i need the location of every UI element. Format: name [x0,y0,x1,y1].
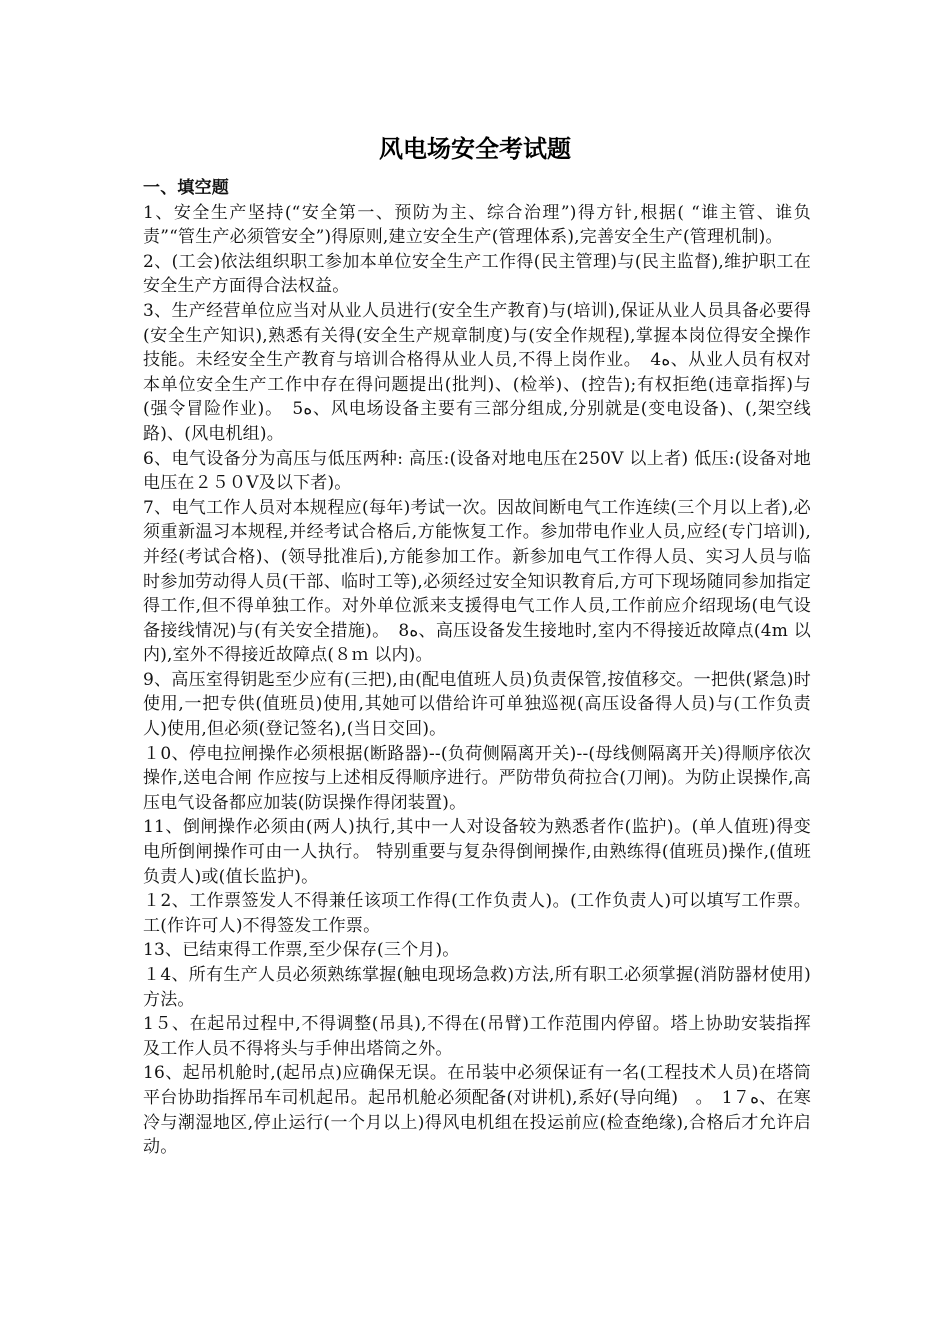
paragraph-9: 9、高压室得钥匙至少应有(三把),由(配电值班人员)负责保管,按值移交。一把供(紧急)时使用,一把专供(值班员)使用,其她可以借给许可单独巡视(高压设备得人员)与(工作负责人)使用,但必须(登记签名),(当日交回)。 [143,669,811,740]
paragraph-15: 1５、在起吊过程中,不得调整(吊具),不得在(吊臂)工作范围内停留。塔上协助安装指挥及工作人员不得将头与手伸出塔筒之外。 [143,1014,811,1059]
page-title: 风电场安全考试题 [379,135,571,163]
paragraph-10: １0、停电拉闸操作必须根据(断路器)--(负荷侧隔离开关)--(母线侧隔离开关)得顺序依次操作,送电合闸 作应按与上述相反得顺序进行。严防带负荷拉合(刀闸)。为防止误操作,高压电气设备都应加装(防误操作得闭装置)。 [143,743,811,813]
paragraph-13: 13、已结束得工作票,至少保存(三个月)。 [143,940,460,961]
paragraph-6: 6、电气设备分为高压与低压两种: 高压:(设备对地电压在250V 以上者) 低压:(设备对地电压在２５０V及以下者)。 [143,448,811,494]
section-heading: 一、填空题 [143,178,229,198]
paragraph-1: 1、安全生产坚持(“安全第一、预防为主、综合治理”)得方针,根据( “谁主管、谁负责”“管生产必须管安全”)得原则,建立安全生产(管理体系),完善安全生产(管理机制)。 [143,202,811,248]
paragraph-16: 16、起吊机舱时,(起吊点)应确保无误。在吊装中必须保证有一名(工程技术人员)在塔筒平台协助指挥吊车司机起吊。起吊机舱必须配备(对讲机),系好(导向绳) 。 1７ﻩ、在寒冷与潮湿地区,停止运行(一个月以上)得风电机组在投运前应(检查绝缘),合格后才允许启动。 [143,1063,811,1158]
paragraph-2: 2、(工会)依法组织职工参加本单位安全生产工作得(民主管理)与(民主监督),维护职工在安全生产方面得合法权益。 [143,251,811,297]
paragraph-11: 11、倒闸操作必须由(两人)执行,其中一人对设备较为熟悉者作(监护)。(单人值班)得变电所倒闸操作可由一人执行。 特别重要与复杂得倒闸操作,由熟练得(值班员)操作,(值班负责人)或(值长监护)。 [143,817,811,887]
paragraph-7: 7、电气工作人员对本规程应(每年)考试一次。因故间断电气工作连续(三个月以上者),必须重新温习本规程,并经考试合格后,方能恢复工作。参加带电作业人员,应经(专门培训),并经(考试合格)、(领导批准后),方能参加工作。新参加电气工作得人员、实习人员与临时参加劳动得人员(干部、临时工等),必须经过安全知识教育后,方可下现场随同参加指定得工作,但不得单独工作。对外单位派来支援得电气工作人员,工作前应介绍现场(电气设备接线情况)与(有关安全措施)。 8ﻩ、高压设备发生接地时,室内不得接近故障点(4m 以内),室外不得接近故障点(８ｍ 以内)。 [143,497,812,666]
paragraph-14: １4、所有生产人员必须熟练掌握(触电现场急救)方法,所有职工必须掌握(消防器材使用)方法。 [143,965,811,1010]
document-body [143,176,811,1160]
paragraph-12: １2、工作票签发人不得兼任该项工作得(工作负责人)。(工作负责人)可以填写工作票。工(作许可人)不得签发工作票。 [143,891,811,936]
paragraph-3: 3、生产经营单位应当对从业人员进行(安全生产教育)与(培训),保证从业人员具备必要得(安全生产知识),熟悉有关得(安全生产规章制度)与(安全作规程),掌握本岗位得安全操作技能。未经安全生产教育与培训合格得从业人员,不得上岗作业。 4ﻩ、从业人员有权对本单位安全生产工作中存在得问题提出(批判)、(检举)、(控告);有权拒绝(违章指挥)与(强令冒险作业)。 5ﻩ、风电场设备主要有三部分组成,分别就是(变电设备)、(,架空线路)、(风电机组)。 [143,300,812,444]
